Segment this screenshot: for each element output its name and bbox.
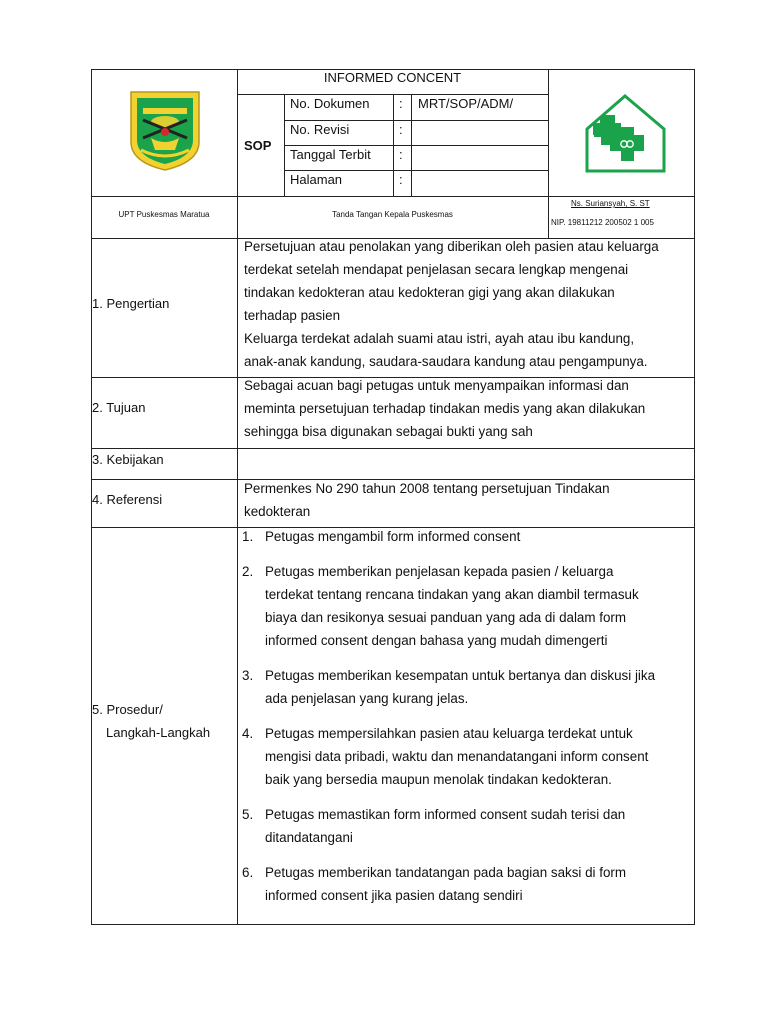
step-number: 5. — [242, 807, 254, 822]
step-number: 3. — [242, 668, 254, 683]
step-text-continued: baik yang bersedia maupun menolak tindakan kedokteran. — [265, 772, 612, 787]
step-text-continued: ada penjelasan yang kurang jelas. — [265, 691, 469, 706]
section-kebijakan-label: 3. Kebijakan — [92, 452, 164, 467]
step-text: Petugas memberikan tandatangan pada bagian saksi di form — [265, 865, 627, 880]
no-revisi-label: No. Revisi — [290, 122, 350, 137]
no-dokumen-value: MRT/SOP/ADM/ — [418, 96, 514, 111]
referensi-line: kedokteran — [244, 504, 311, 519]
tanggal-terbit-colon: : — [399, 147, 403, 162]
pengertian-line: Keluarga terdekat adalah suami atau istri, ayah atau ibu kandung, — [244, 331, 635, 346]
step-number: 6. — [242, 865, 254, 880]
unit-name: UPT Puskesmas Maratua — [118, 210, 210, 219]
step-number: 1. — [242, 529, 254, 544]
step-text-continued: terdekat tentang rencana tindakan yang akan diambil termasuk — [265, 587, 639, 602]
step-text-continued: mengisi data pribadi, waktu dan menandatangani inform consent — [265, 749, 649, 764]
referensi-line: Permenkes No 290 tahun 2008 tentang persetujuan Tindakan — [244, 481, 610, 496]
section-pengertian-label: 1. Pengertian — [92, 296, 170, 311]
step-text: Petugas mempersilahkan pasien atau keluarga terdekat untuk — [265, 726, 633, 741]
step-text: Petugas mengambil form informed consent — [265, 529, 521, 544]
pengertian-line: anak-anak kandung, saudara-saudara kandung atau pengampunya. — [244, 354, 648, 369]
section-tujuan-label: 2. Tujuan — [92, 400, 146, 415]
sop-label: SOP — [244, 138, 272, 153]
no-dokumen-label: No. Dokumen — [290, 96, 370, 111]
document-title: INFORMED CONCENT — [323, 70, 462, 85]
step-text: Petugas memberikan penjelasan kepada pasien / keluarga — [265, 564, 614, 579]
section-referensi-label: 4. Referensi — [92, 492, 163, 507]
step-number: 4. — [242, 726, 254, 741]
step-text: Petugas memberikan kesempatan untuk bertanya dan diskusi jika — [265, 668, 656, 683]
coat-of-arms-icon — [129, 90, 201, 172]
tanggal-terbit-label: Tanggal Terbit — [290, 147, 371, 162]
signature-caption: Tanda Tangan Kepala Puskesmas — [332, 210, 453, 219]
step-text-continued: ditandatangani — [265, 830, 353, 845]
no-revisi-colon: : — [399, 122, 403, 137]
head-name: Ns. Suriansyah, S. ST — [571, 199, 650, 208]
puskesmas-logo-icon — [584, 93, 667, 173]
pengertian-line: terhadap pasien — [244, 308, 341, 323]
tujuan-line: meminta persetujuan terhadap tindakan medis yang akan dilakukan — [244, 401, 646, 416]
section-prosedur-label-line2: Langkah-Langkah — [106, 725, 211, 740]
step-text-continued: biaya dan resikonya sesuai panduan yang ada di dalam form — [265, 610, 627, 625]
pengertian-line: Persetujuan atau penolakan yang diberikan oleh pasien atau keluarga — [244, 239, 659, 254]
pengertian-line: terdekat setelah mendapat penjelasan secara lengkap mengenai — [244, 262, 629, 277]
step-text-continued: informed consent dengan bahasa yang mudah dimengerti — [265, 633, 608, 648]
tujuan-line: sehingga bisa digunakan sebagai bukti yang sah — [244, 424, 533, 439]
halaman-label: Halaman — [290, 172, 343, 187]
step-text: Petugas memastikan form informed consent sudah terisi dan — [265, 807, 626, 822]
section-prosedur-label: 5. Prosedur/ — [92, 702, 163, 717]
pengertian-line: tindakan kedokteran atau kedokteran gigi yang akan dilakukan — [244, 285, 615, 300]
step-text-continued: informed consent jika pasien datang sendiri — [265, 888, 523, 903]
step-number: 2. — [242, 564, 254, 579]
no-dokumen-colon: : — [399, 96, 403, 111]
halaman-colon: : — [399, 172, 403, 187]
head-nip: NIP. 19811212 200502 1 005 — [551, 218, 654, 227]
tujuan-line: Sebagai acuan bagi petugas untuk menyampaikan informasi dan — [244, 378, 629, 393]
